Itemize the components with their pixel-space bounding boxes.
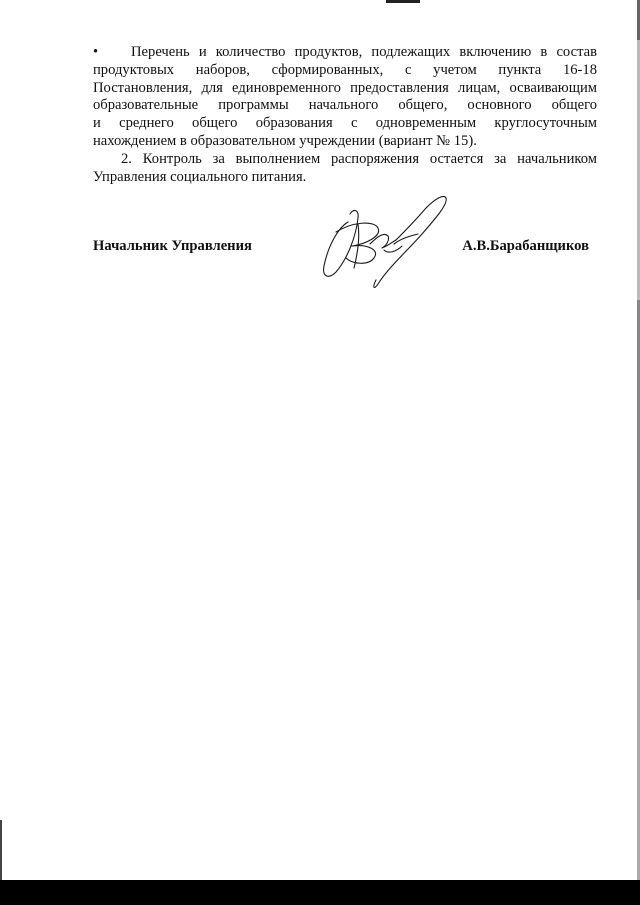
para2-line-2: Управления социального питания. (93, 168, 307, 185)
signature-block (93, 236, 597, 260)
bullet-line-5: и среднего общего образования с одновременным круглосуточным (93, 115, 597, 132)
bullet-line-2: продуктовых наборов, сформированных, с учетом пункта 16-18 (93, 61, 597, 78)
para2-line-1: 2. Контроль за выполнением распоряжения остается за начальником (121, 150, 597, 167)
bullet-symbol: • (93, 44, 99, 60)
signatory-name: А.В.Барабанщиков (462, 238, 589, 254)
scan-bottom-bar (0, 880, 640, 905)
scan-top-mark (386, 0, 420, 3)
scan-left-edge-mark (0, 820, 2, 880)
bullet-line-text: Перечень и количество продуктов, подлежащих включению в состав (131, 44, 597, 60)
signatory-title: Начальник Управления (93, 238, 252, 254)
bullet-line-4: образовательные программы начального общего, основного общего (93, 97, 597, 114)
bullet-line-3: Постановления, для единовременного предоставления лицам, осваивающим (93, 79, 597, 96)
bullet-paragraph (93, 44, 597, 151)
numbered-paragraph-2 (93, 151, 597, 187)
document-body (93, 44, 597, 186)
bullet-line-6: нахождением в образовательном учреждении (вариант № 15). (93, 132, 477, 149)
bullet-line-1 (93, 44, 597, 62)
